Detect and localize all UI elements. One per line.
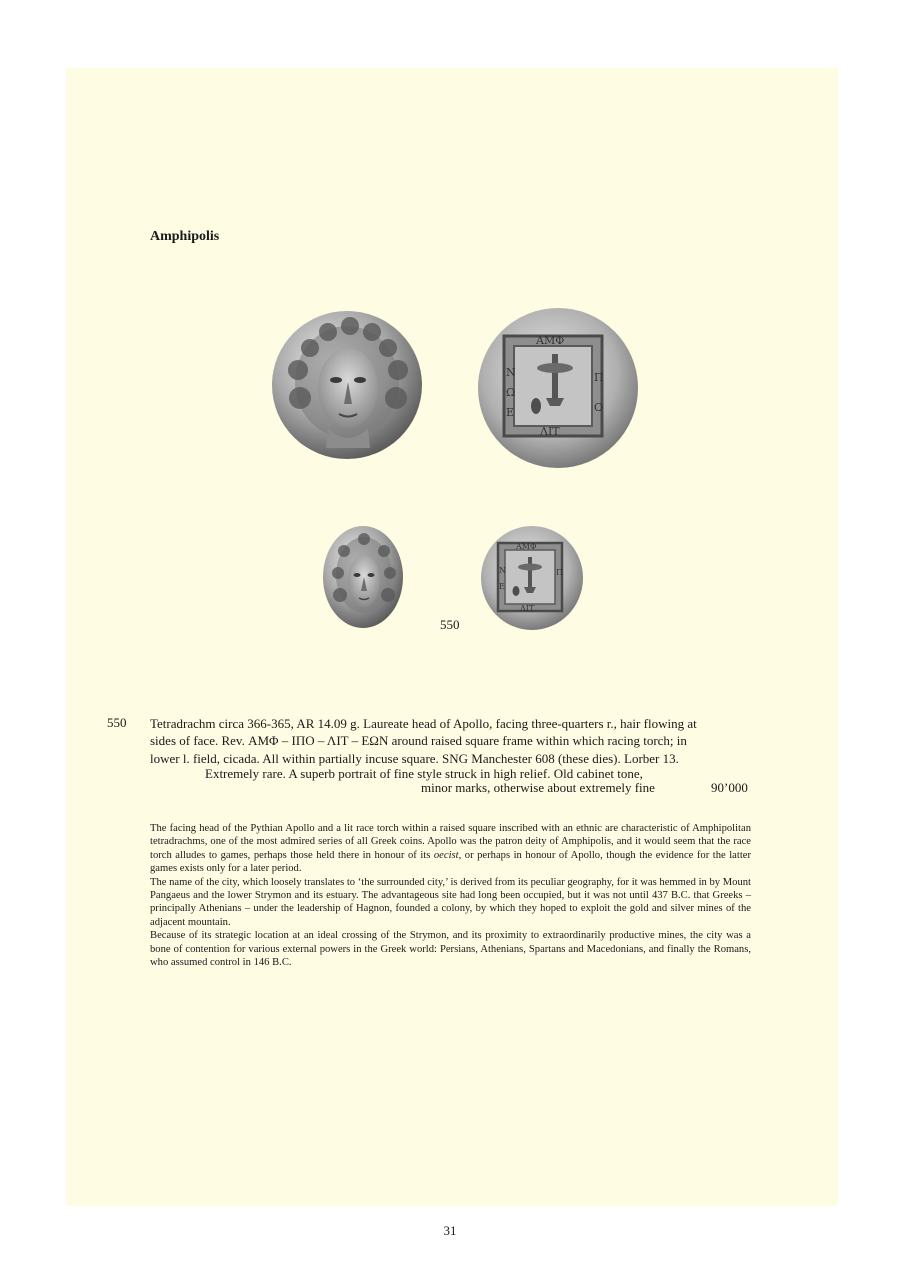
svg-text:ΛΙΤ: ΛΙΤ [540,425,560,438]
section-title: Amphipolis [150,229,220,244]
lot-grade-line: minor marks, otherwise about extremely fine [421,780,655,795]
coin-obverse-small [322,525,404,629]
page-number: 31 [443,1223,457,1238]
lot-description [150,715,751,767]
lot-grade-line: Extremely rare. A superb portrait of fine style struck in high relief. Old cabinet tone, [205,766,643,781]
svg-text:Ο: Ο [594,401,604,414]
notes-paragraph: Because of its strategic location at an ideal crossing of the Strymon, and its proximity to extraordinarily productive mines, the city was a bone of contention for various external powers in the Greek world: Persians, Athenians, Spartans and Macedonians, and finally the Romans, who assumed control in 146 B.C. [150,930,751,969]
svg-text:Ν: Ν [506,366,516,379]
lot-notes [150,822,751,969]
svg-text:ΛΙΤ: ΛΙΤ [520,604,535,613]
coin-obverse-large [270,308,424,462]
svg-text:ΑΜΦ: ΑΜΦ [536,334,565,347]
plate-number: 550 [440,617,460,632]
lot-description-line: sides of face. Rev. ΑΜΦ – ΙΠΟ – ΛΙΤ – ΕΩΝ around raised square frame within which racing torch; in [150,733,687,749]
svg-text:ΑΜΦ: ΑΜΦ [516,542,537,551]
svg-text:Ω: Ω [506,386,516,399]
lot-number: 550 [107,715,127,730]
notes-paragraph: The name of the city, which loosely translates to ‘the surrounded city,’ is derived from its peculiar geography, for it was hemmed in by Mount Pangaeus and the lower Strymon and its estuary. The advantageous site had long been occupied, but it was not until 437 B.C. that Greeks – principally Athenians – under the leadership of Hagnon, founded a colony, by which they hoped to exploit the gold and silver mines of the adjacent mountain. [150,876,751,928]
svg-text:Ε: Ε [499,582,505,591]
svg-text:Π: Π [556,568,563,577]
lot-description-line: lower l. field, cicada. All within partially incuse square. SNG Manchester 608 (these dies). Lorber 13. [150,750,679,766]
svg-text:Π: Π [594,371,604,384]
svg-text:Ε: Ε [506,406,515,419]
coin-reverse-large [476,306,640,470]
notes-paragraph: The facing head of the Pythian Apollo and a lit race torch within a raised square inscribed with an ethnic are characteristic of Amphipolitan tetradrachms, one of the most admired series of all Greek coins. Apollo was the patron deity of Amphipolis, and it would seem that the race torch alludes to games, perhaps those held there in honour of its oecist, or perhaps in honour of Apollo, though the evidence for the latter games exists only for a later period. [150,823,751,875]
lot-estimate: 90’000 [711,780,748,795]
lot-description-line: Tetradrachm circa 366-365, AR 14.09 g. Laureate head of Apollo, facing three-quarters r., hair flowing at [150,716,697,731]
coin-reverse-small [480,525,584,631]
svg-text:Ν: Ν [499,566,506,575]
